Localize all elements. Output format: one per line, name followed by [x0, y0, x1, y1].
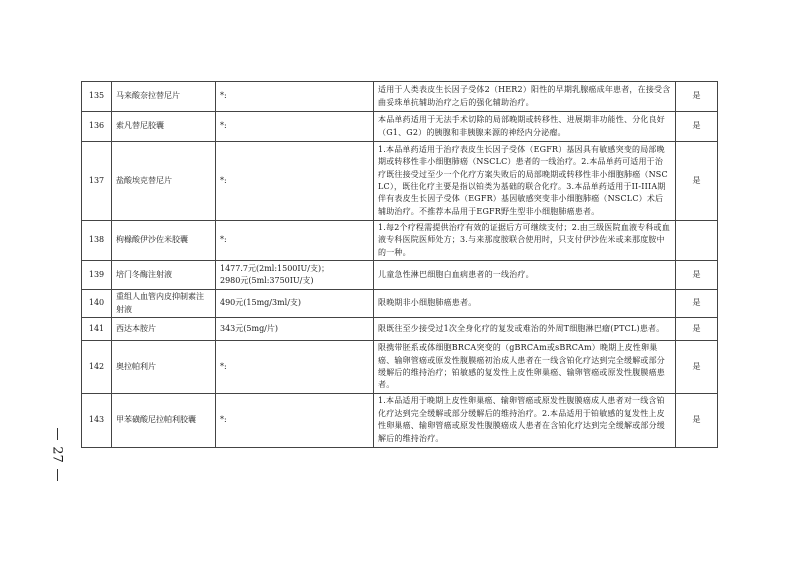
drug-price: *:: [216, 142, 374, 221]
drug-name: 培门冬酶注射液: [112, 261, 216, 290]
table-row: [82, 142, 718, 221]
drug-scope: 限携带胚系或体细胞BRCA突变的（gBRCAm或sBRCAm）晚期上皮性卵巢癌、输卵管癌或原发性腹膜癌初治成人患者在一线含铂化疗达到完全缓解或部分缓解后的维持治疗；铂敏感的复发性上皮性卵巢癌、输卵管癌或原发性腹膜癌患者。: [374, 341, 676, 394]
table-row: [82, 318, 718, 341]
drug-name: 重组人血管内皮抑制素注射液: [112, 290, 216, 318]
drug-flag: 是: [676, 318, 718, 341]
drug-name: 马来酸奈拉替尼片: [112, 82, 216, 112]
table-row: [82, 82, 718, 112]
drug-name: 索凡替尼胶囊: [112, 112, 216, 142]
drug-price: *:: [216, 393, 374, 447]
drug-scope: 适用于人类表皮生长因子受体2（HER2）阳性的早期乳腺癌成年患者，在接受含曲妥珠单抗辅助治疗之后的强化辅助治疗。: [374, 82, 676, 112]
table-row: [82, 290, 718, 318]
drug-price: 1477.7元(2ml:1500IU/支)； 2980元(5ml:3750IU/支): [216, 261, 374, 290]
drug-flag: 是: [676, 393, 718, 447]
row-number: 136: [82, 112, 112, 142]
drug-scope: 限既往至少接受过1次全身化疗的复发或难治的外周T细胞淋巴瘤(PTCL)患者。: [374, 318, 676, 341]
drug-name: 奥拉帕利片: [112, 341, 216, 394]
row-number: 143: [82, 393, 112, 447]
drug-flag: 是: [676, 112, 718, 142]
row-number: 142: [82, 341, 112, 394]
row-number: 141: [82, 318, 112, 341]
drug-scope: 1.本品适用于晚期上皮性卵巢癌、输卵管癌或原发性腹膜癌成人患者对一线含铂化疗达到完全缓解或部分缓解后的维持治疗。2.本品适用于铂敏感的复发性上皮性卵巢癌、输卵管癌或原发性腹膜癌成人患者在含铂化疗达到完全缓解或部分缓解后的维持治疗。: [374, 393, 676, 447]
page-number-dash-bottom: [57, 469, 58, 481]
page-number-dash-top: [57, 428, 58, 440]
drug-price: 343元(5mg/片): [216, 318, 374, 341]
drug-price: *:: [216, 82, 374, 112]
drug-name: 甲苯磺酸尼拉帕利胶囊: [112, 393, 216, 447]
row-number: 135: [82, 82, 112, 112]
drug-scope: 限晚期非小细胞肺癌患者。: [374, 290, 676, 318]
drug-scope: 儿童急性淋巴细胞白血病患者的一线治疗。: [374, 261, 676, 290]
table-row: [82, 221, 718, 261]
drug-scope: 1.每2个疗程需提供治疗有效的证据后方可继续支付；2.由三级医院血液专科或血液专科医院医师处方；3.与来那度胺联合使用时，只支付伊沙佐米或来那度胺中的一种。: [374, 221, 676, 261]
drug-flag: 是: [676, 290, 718, 318]
drug-flag: 是: [676, 142, 718, 221]
drug-flag: 是: [676, 261, 718, 290]
table-row: [82, 341, 718, 394]
drug-flag: 是: [676, 341, 718, 394]
drug-flag: 是: [676, 82, 718, 112]
drug-name: 盐酸埃克替尼片: [112, 142, 216, 221]
page-number: [43, 428, 71, 481]
table-row: [82, 112, 718, 142]
drug-table: [81, 81, 718, 448]
drug-scope: 本品单药适用于无法手术切除的局部晚期或转移性、进展期非功能性、分化良好（G1、G2）的胰腺和非胰腺来源的神经内分泌瘤。: [374, 112, 676, 142]
drug-name: 西达本胺片: [112, 318, 216, 341]
drug-price: 490元(15mg/3ml/支): [216, 290, 374, 318]
drug-name: 枸橼酸伊沙佐米胶囊: [112, 221, 216, 261]
page-number-digits: 27: [49, 446, 65, 463]
table-row: [82, 393, 718, 447]
drug-scope: 1.本品单药适用于治疗表皮生长因子受体（EGFR）基因具有敏感突变的局部晚期或转移性非小细胞肺癌（NSCLC）患者的一线治疗。2.本品单药可适用于治疗既往接受过至少一个化疗方案失败后的局部晚期或转移性非小细胞肺癌（NSCLC），既往化疗主要是指以铂类为基础的联合化疗。3.本品单药适用于II-IIIA期伴有表皮生长因子受体（EGFR）基因敏感突变非小细胞肺癌（NSCLC）术后辅助治疗。不推荐本品用于EGFR野生型非小细胞肺癌患者。: [374, 142, 676, 221]
row-number: 137: [82, 142, 112, 221]
row-number: 139: [82, 261, 112, 290]
drug-flag: [676, 221, 718, 261]
row-number: 138: [82, 221, 112, 261]
row-number: 140: [82, 290, 112, 318]
drug-price: *:: [216, 341, 374, 394]
table-row: [82, 261, 718, 290]
drug-price: *:: [216, 112, 374, 142]
drug-price: *:: [216, 221, 374, 261]
